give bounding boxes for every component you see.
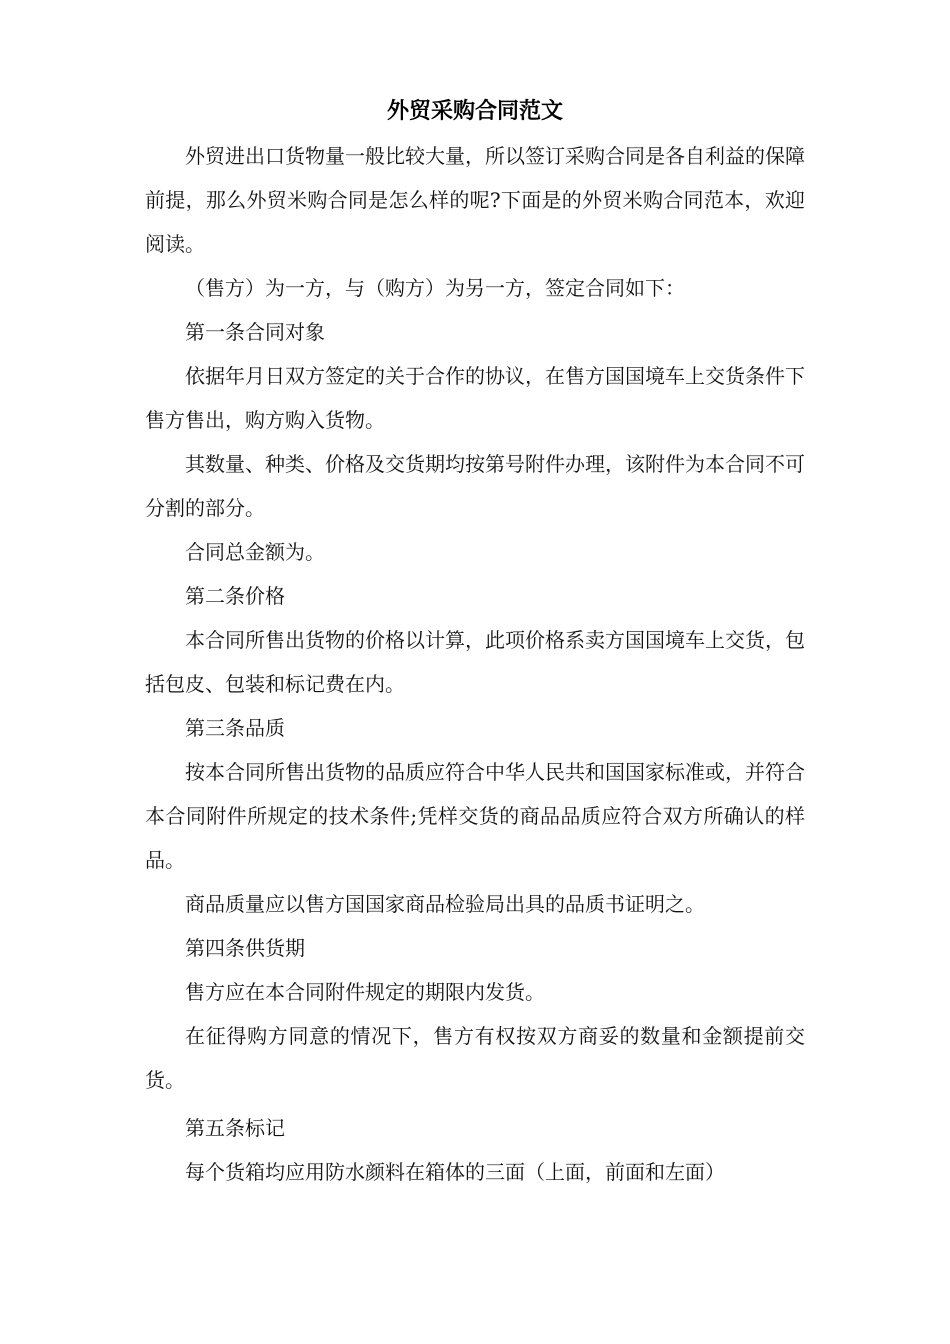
- article-2-heading: 第二条价格: [185, 584, 285, 608]
- article-1-paragraph-3: 合同总金额为。: [185, 540, 325, 564]
- article-4-paragraph-1: 售方应在本合同附件规定的期限内发货。: [185, 980, 545, 1004]
- document-body: [145, 134, 805, 1194]
- article-4-paragraph-2: 在征得购方同意的情况下，售方有权按双方商妥的数量和金额提前交货。: [145, 1024, 805, 1092]
- article-3-paragraph-1: 按本合同所售出货物的品质应符合中华人民共和国国家标准或，并符合本合同附件所规定的技术条件;凭样交货的商品品质应符合双方所确认的样品。: [145, 760, 805, 872]
- parties-paragraph: （售方）为一方，与（购方）为另一方，签定合同如下：: [185, 276, 685, 300]
- article-4-heading: 第四条供货期: [185, 936, 305, 960]
- article-1-heading: 第一条合同对象: [185, 320, 325, 344]
- document-title: 外贸采购合同范文: [386, 98, 563, 124]
- article-5-paragraph: 每个货箱均应用防水颜料在箱体的三面（上面，前面和左面）: [185, 1160, 725, 1184]
- article-1-paragraph-2: 其数量、种类、价格及交货期均按第号附件办理，该附件为本合同不可分割的部分。: [145, 452, 805, 520]
- article-1-paragraph-1: 依据年月日双方签定的关于合作的协议，在售方国国境车上交货条件下售方售出，购方购入货物。: [145, 364, 805, 432]
- intro-paragraph: 外贸进出口货物量一般比较大量，所以签订采购合同是各自利益的保障前提，那么外贸米购合同是怎么样的呢?下面是的外贸米购合同范本，欢迎阅读。: [145, 144, 805, 256]
- article-5-heading: 第五条标记: [185, 1116, 285, 1140]
- article-3-heading: 第三条品质: [185, 716, 285, 740]
- article-2-paragraph: 本合同所售出货物的价格以计算，此项价格系卖方国国境车上交货，包括包皮、包装和标记费在内。: [145, 628, 805, 696]
- article-3-paragraph-2: 商品质量应以售方国国家商品检验局出具的品质书证明之。: [185, 892, 705, 916]
